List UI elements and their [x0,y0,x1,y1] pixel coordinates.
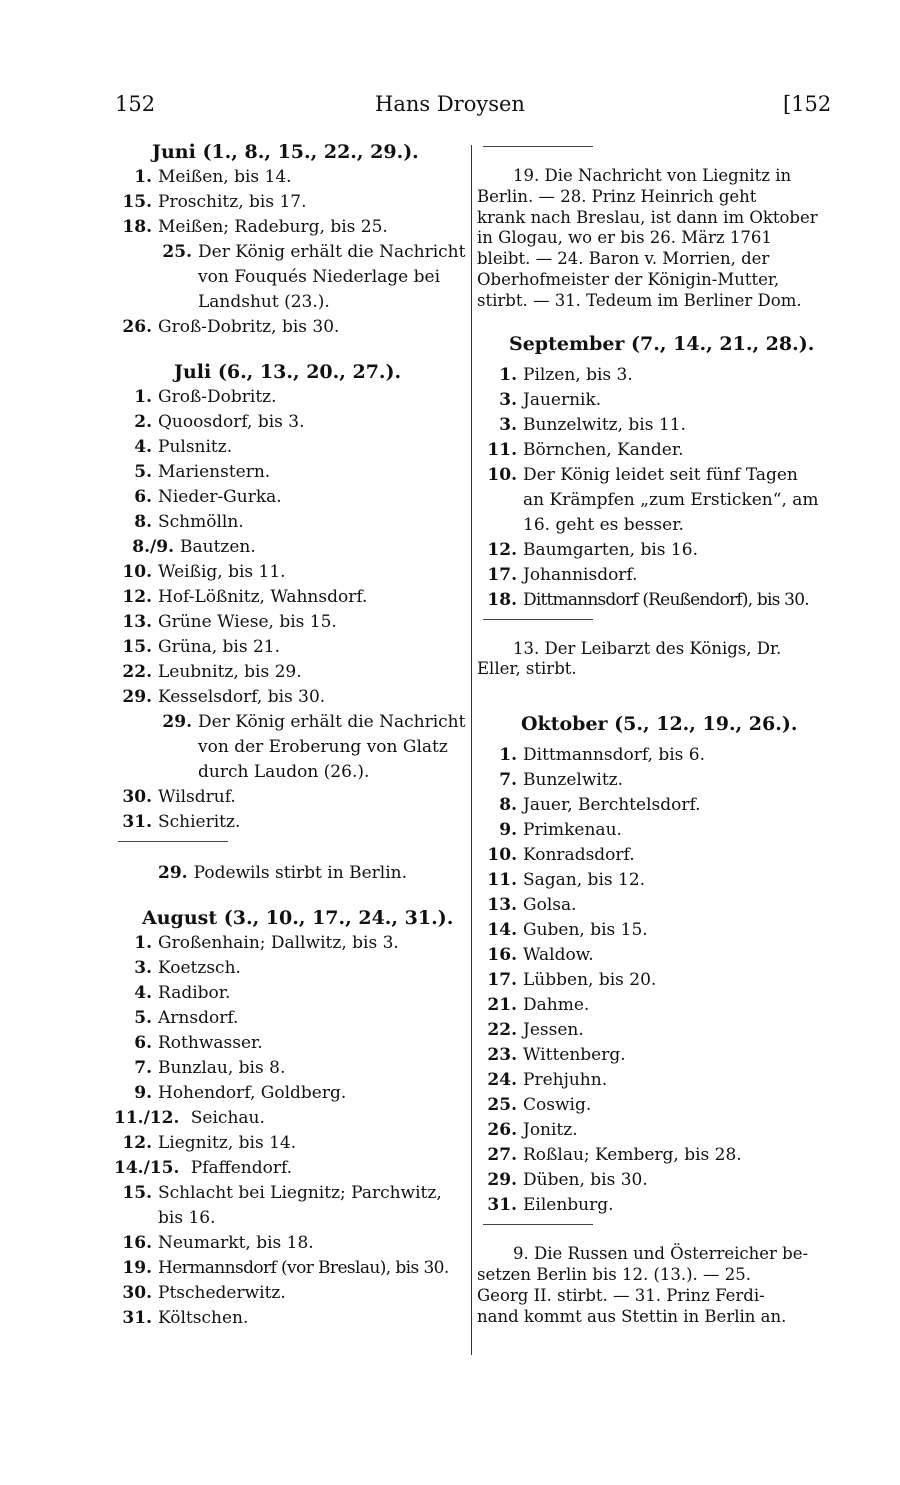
entry [477,1118,825,1143]
entry [477,968,825,993]
entry-text: Landshut (23.). [198,292,330,312]
entry-text: Liegnitz, bis 14. [158,1133,297,1153]
entry-day: 31. [122,1308,152,1328]
entry [112,1231,467,1256]
entry [477,413,825,438]
entry [477,868,825,893]
entry-day: 1. [134,933,152,953]
entry-day: 13. [487,895,517,916]
entry-continuation [112,290,467,315]
entry-day: 9. [499,820,517,841]
entry-day: 6. [134,487,152,507]
entry [112,510,467,535]
entry [477,893,825,918]
section-juni [112,165,467,340]
entry [112,710,467,735]
entry-day: 27. [487,1145,517,1166]
entry-text: Neumarkt, bis 18. [158,1233,314,1253]
entry [112,560,467,585]
entry [477,993,825,1018]
entry-day: 7. [134,1058,152,1078]
entry [477,1018,825,1043]
note-september [477,639,825,681]
section-oktober [477,743,825,1218]
entry-day: 19. [122,1258,152,1278]
entry-day: 26. [122,317,152,337]
entry [112,1256,467,1281]
entry-day: 15. [122,1183,152,1203]
entry-day: 21. [487,995,517,1016]
entry-day: 10. [487,845,517,866]
note-line: Berlin. — 28. Prinz Heinrich geht [477,186,757,206]
entry [112,460,467,485]
entry-day: 22. [487,1020,517,1041]
left-column [112,140,467,1331]
entry [112,1306,467,1331]
entry-day: 3. [499,414,517,435]
entry [112,660,467,685]
entry-day: 15. [122,637,152,657]
entry-day: 4. [134,437,152,457]
note-text: Podewils stirbt in Berlin. [193,863,407,883]
entry-day: 3. [499,389,517,410]
entry-text: Bunzelwitz, bis 11. [523,414,686,435]
entry-text: Pulsnitz. [158,437,233,457]
entry-text: 16. geht es besser. [523,514,684,535]
entry-text: Der König leidet seit fünf Tagen [523,464,798,485]
entry-text: Jauer, Berchtelsdorf. [523,795,701,816]
entry-day: 23. [487,1045,517,1066]
entry-text: Guben, bis 15. [523,920,648,941]
note-rule [477,1218,825,1232]
entry-day: 12. [487,539,517,560]
running-title: Hans Droysen [375,92,525,116]
entry [477,743,825,768]
entry [477,388,825,413]
note-line: krank nach Breslau, ist dann im Oktober [477,207,818,227]
entry-text: Dahme. [523,995,590,1016]
entry-text: Bunzelwitz. [523,770,624,791]
entry-text: Sagan, bis 12. [523,870,646,891]
entry-text: Jessen. [523,1020,584,1041]
entry-text: Golsa. [523,895,577,916]
entry-continuation [477,513,825,538]
entry [477,363,825,388]
entry-day: 18. [122,217,152,237]
section-heading-juni: Juni (1., 8., 15., 22., 29.). [152,141,419,163]
entry [112,1056,467,1081]
entry-text: Meißen; Radeburg, bis 25. [158,217,388,237]
entry-text: Der König erhält die Nachricht [198,712,466,732]
entry-day: 25. [162,242,192,262]
entry [477,843,825,868]
entry-day: 10. [487,464,517,485]
page-number-right: [152 [783,92,832,116]
entry [112,1081,467,1106]
entry-day: 31. [122,812,152,832]
entry [112,1131,467,1156]
entry-day: 12. [122,587,152,607]
entry-text: Bunzlau, bis 8. [158,1058,286,1078]
note-rule [477,613,825,627]
entry [477,538,825,563]
entry-day: 1. [134,167,152,187]
entry-text: Dittmannsdorf, bis 6. [523,745,706,766]
entry [477,438,825,463]
entry-day: 29. [487,1170,517,1191]
entry-text: Wilsdruf. [158,787,236,807]
entry-day: 31. [487,1195,517,1216]
entry [477,463,825,488]
entry [477,1168,825,1193]
section-juli [112,385,467,835]
entry-text: Hohendorf, Goldberg. [158,1083,347,1103]
entry-text: Pilzen, bis 3. [523,364,633,385]
entry-text: Költschen. [158,1308,249,1328]
entry-text: Marienstern. [158,462,271,482]
entry-text: Hof-Lößnitz, Wahnsdorf. [158,587,368,607]
note-day: 29. [158,863,188,883]
right-column [477,140,825,1327]
entry-text: Dittmannsdorf (Reußendorf), bis 30. [523,589,809,610]
entry-continuation [477,488,825,513]
entry-text: von Fouqués Niederlage bei [198,267,441,287]
entry-text: Seichau. [190,1108,265,1128]
entry-text: Proschitz, bis 17. [158,192,307,212]
note-rule [112,835,467,849]
entry-text: Pfaffendorf. [190,1158,293,1178]
note-rule [477,140,825,154]
entry-day: 30. [122,1283,152,1303]
entry [112,585,467,610]
entry-text: Nieder-Gurka. [158,487,282,507]
entry-day: 1. [499,364,517,385]
entry-day: 16. [122,1233,152,1253]
entry-day: 24. [487,1070,517,1091]
section-heading-oktober: Oktober (5., 12., 19., 26.). [521,713,798,736]
entry-text: Coswig. [523,1095,592,1116]
entry-day: 1. [134,387,152,407]
note-line: in Glogau, wo er bis 26. März 1761 [477,228,772,248]
entry [112,931,467,956]
entry-text: Grüne Wiese, bis 15. [158,612,337,632]
entry [112,610,467,635]
entry [477,793,825,818]
section-august [112,931,467,1331]
entry-day: 29. [122,687,152,707]
entry [112,1031,467,1056]
entry [112,385,467,410]
entry-text: an Krämpfen „zum Ersticken“, am [523,489,819,510]
entry-day: 15. [122,192,152,212]
entry [112,810,467,835]
entry-text: Koetzsch. [158,958,241,978]
entry-text: Waldow. [523,945,594,966]
entry-day: 26. [487,1120,517,1141]
entry-day: 12. [122,1133,152,1153]
note-line: nand kommt aus Stettin in Berlin an. [477,1306,787,1326]
entry [477,1143,825,1168]
entry [477,1043,825,1068]
entry-day: 18. [487,589,517,610]
entry-text: Primkenau. [523,820,622,841]
entry [112,685,467,710]
entry-text: durch Laudon (26.). [198,762,370,782]
note-oktober [477,1244,825,1327]
entry-text: Schieritz. [158,812,241,832]
entry [112,785,467,810]
entry-day: 13. [122,612,152,632]
entry-text: bis 16. [158,1208,216,1228]
entry-text: Schmölln. [158,512,244,532]
entry [112,956,467,981]
entry-text: Lübben, bis 20. [523,970,657,991]
entry-day: 30. [122,787,152,807]
entry-day: 9. [134,1083,152,1103]
entry-day: 6. [134,1033,152,1053]
entry [112,1106,467,1131]
entry-day: 25. [487,1095,517,1116]
section-september [477,363,825,613]
note-august [477,166,825,312]
entry-continuation [112,735,467,760]
entry [112,190,467,215]
entry [112,981,467,1006]
entry-text: Groß-Dobritz. [158,387,277,407]
entry-text: Der König erhält die Nachricht [198,242,466,262]
entry-text: Großenhain; Dallwitz, bis 3. [158,933,399,953]
entry-day: 16. [487,945,517,966]
entry-text: Jonitz. [523,1120,578,1141]
entry-text: Roßlau; Kemberg, bis 28. [523,1145,742,1166]
entry-text: Johannisdorf. [523,564,638,585]
note-juli [112,861,467,886]
entry-text: Hermannsdorf (vor Breslau), bis 30. [158,1258,449,1278]
entry-day: 4. [134,983,152,1003]
entry-text: Ptschederwitz. [158,1283,286,1303]
entry-day: 8. [134,512,152,532]
entry [477,943,825,968]
entry-day: 17. [487,564,517,585]
entry-text: Börnchen, Kander. [523,439,684,460]
entry [112,635,467,660]
entry-text: Weißig, bis 11. [158,562,286,582]
entry [112,315,467,340]
entry [112,1006,467,1031]
entry [477,768,825,793]
entry [477,1068,825,1093]
entry-text: Bautzen. [180,537,256,557]
entry-text: Leubnitz, bis 29. [158,662,302,682]
entry [112,485,467,510]
entry-day: 14./15. [114,1158,180,1178]
entry [477,918,825,943]
entry-day: 5. [134,462,152,482]
entry-text: Rothwasser. [158,1033,263,1053]
entry [112,410,467,435]
entry-text: Jauernik. [523,389,602,410]
entry [112,535,467,560]
entry-day: 11. [487,439,517,460]
page-number-left: 152 [115,92,156,116]
entry-day: 7. [499,770,517,791]
note-line: Georg II. stirbt. — 31. Prinz Ferdi- [477,1285,765,1305]
entry-text: Prehjuhn. [523,1070,608,1091]
entry [112,165,467,190]
running-header [0,92,900,124]
entry-continuation [112,1206,467,1231]
entry-day: 2. [134,412,152,432]
entry-day: 29. [162,712,192,732]
entry-text: Kesselsdorf, bis 30. [158,687,326,707]
entry-text: Schlacht bei Liegnitz; Parchwitz, [158,1183,442,1203]
note-line: 13. Der Leibarzt des Königs, Dr. [513,638,782,658]
entry [112,1281,467,1306]
entry-text: Meißen, bis 14. [158,167,292,187]
entry-day: 5. [134,1008,152,1028]
note-line: stirbt. — 31. Tedeum im Berliner Dom. [477,290,802,310]
note-line: Eller, stirbt. [477,659,577,679]
entry-text: Düben, bis 30. [523,1170,648,1191]
section-heading-september: September (7., 14., 21., 28.). [509,332,815,355]
entry-day: 8. [499,795,517,816]
entry-text: Konradsdorf. [523,845,635,866]
entry-day: 11./12. [114,1108,180,1128]
entry-day: 22. [122,662,152,682]
note-line: bleibt. — 24. Baron v. Morrien, der [477,249,770,269]
entry-day: 8./9. [132,537,174,557]
entry-text: Wittenberg. [523,1045,626,1066]
entry [477,1193,825,1218]
entry-text: Radibor. [158,983,231,1003]
entry [112,1156,467,1181]
entry-continuation [112,760,467,785]
entry [112,240,467,265]
note-line: 19. Die Nachricht von Liegnitz in [513,166,792,185]
entry-continuation [112,265,467,290]
entry-text: Eilenburg. [523,1195,614,1216]
entry-day: 17. [487,970,517,991]
entry [112,215,467,240]
entry-text: von der Eroberung von Glatz [198,737,448,757]
note-line: setzen Berlin bis 12. (13.). — 25. [477,1264,752,1284]
section-heading-juli: Juli (6., 13., 20., 27.). [174,361,402,383]
entry [477,818,825,843]
entry-day: 11. [487,870,517,891]
entry-day: 10. [122,562,152,582]
note-line: 9. Die Russen und Österreicher be- [513,1244,809,1264]
entry [477,588,825,613]
entry-text: Groß-Dobritz, bis 30. [158,317,340,337]
entry-day: 14. [487,920,517,941]
entry [112,1181,467,1206]
entry-text: Arnsdorf. [158,1008,239,1028]
note-line: Oberhofmeister der Königin-Mutter, [477,269,780,289]
entry-text: Quoosdorf, bis 3. [158,412,305,432]
entry-text: Grüna, bis 21. [158,637,281,657]
entry [112,435,467,460]
entry-day: 1. [499,745,517,766]
section-heading-august: August (3., 10., 17., 24., 31.). [142,907,454,929]
entry [477,1093,825,1118]
entry-text: Baumgarten, bis 16. [523,539,698,560]
column-divider [471,145,472,1355]
entry-day: 3. [134,958,152,978]
entry [477,563,825,588]
